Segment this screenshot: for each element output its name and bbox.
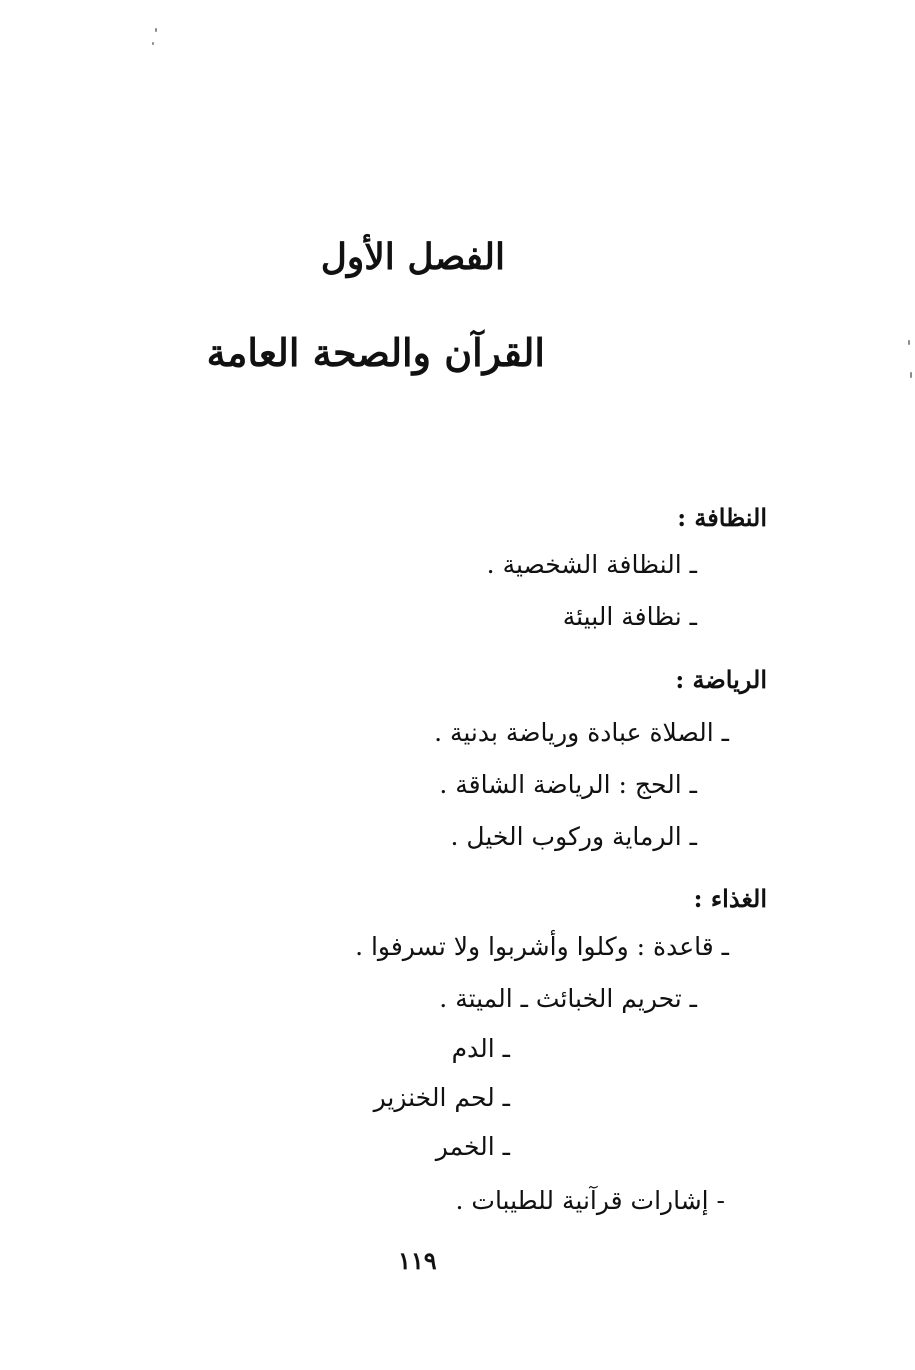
section-heading-cleanliness: النظافة : xyxy=(677,503,767,532)
scan-speck xyxy=(910,372,912,378)
list-item: ـ الخمر xyxy=(435,1132,510,1161)
scan-speck xyxy=(152,42,154,45)
list-item: ـ الصلاة عبادة ورياضة بدنية . xyxy=(434,718,729,747)
list-item: ـ نظافة البيئة xyxy=(562,602,697,631)
scan-speck xyxy=(155,28,157,32)
section-heading-food: الغذاء : xyxy=(693,884,767,913)
page-number: ١١٩ xyxy=(398,1246,437,1275)
chapter-label: الفصل الأول xyxy=(320,236,505,278)
section-heading-sport: الرياضة : xyxy=(675,665,767,694)
list-item: ـ الدم xyxy=(451,1034,510,1063)
list-item: ـ لحم الخنزير xyxy=(373,1083,510,1112)
list-item: ـ قاعدة : وكلوا وأشربوا ولا تسرفوا . xyxy=(355,932,729,961)
list-item: - إشارات قرآنية للطيبات . xyxy=(455,1186,725,1215)
chapter-title: القرآن والصحة العامة xyxy=(206,330,545,375)
list-item: ـ تحريم الخبائث ـ الميتة . xyxy=(439,984,697,1013)
list-item: ـ الرماية وركوب الخيل . xyxy=(450,822,697,851)
scan-speck xyxy=(908,340,910,345)
list-item: ـ الحج : الرياضة الشاقة . xyxy=(439,770,697,799)
list-item: ـ النظافة الشخصية . xyxy=(486,550,697,579)
